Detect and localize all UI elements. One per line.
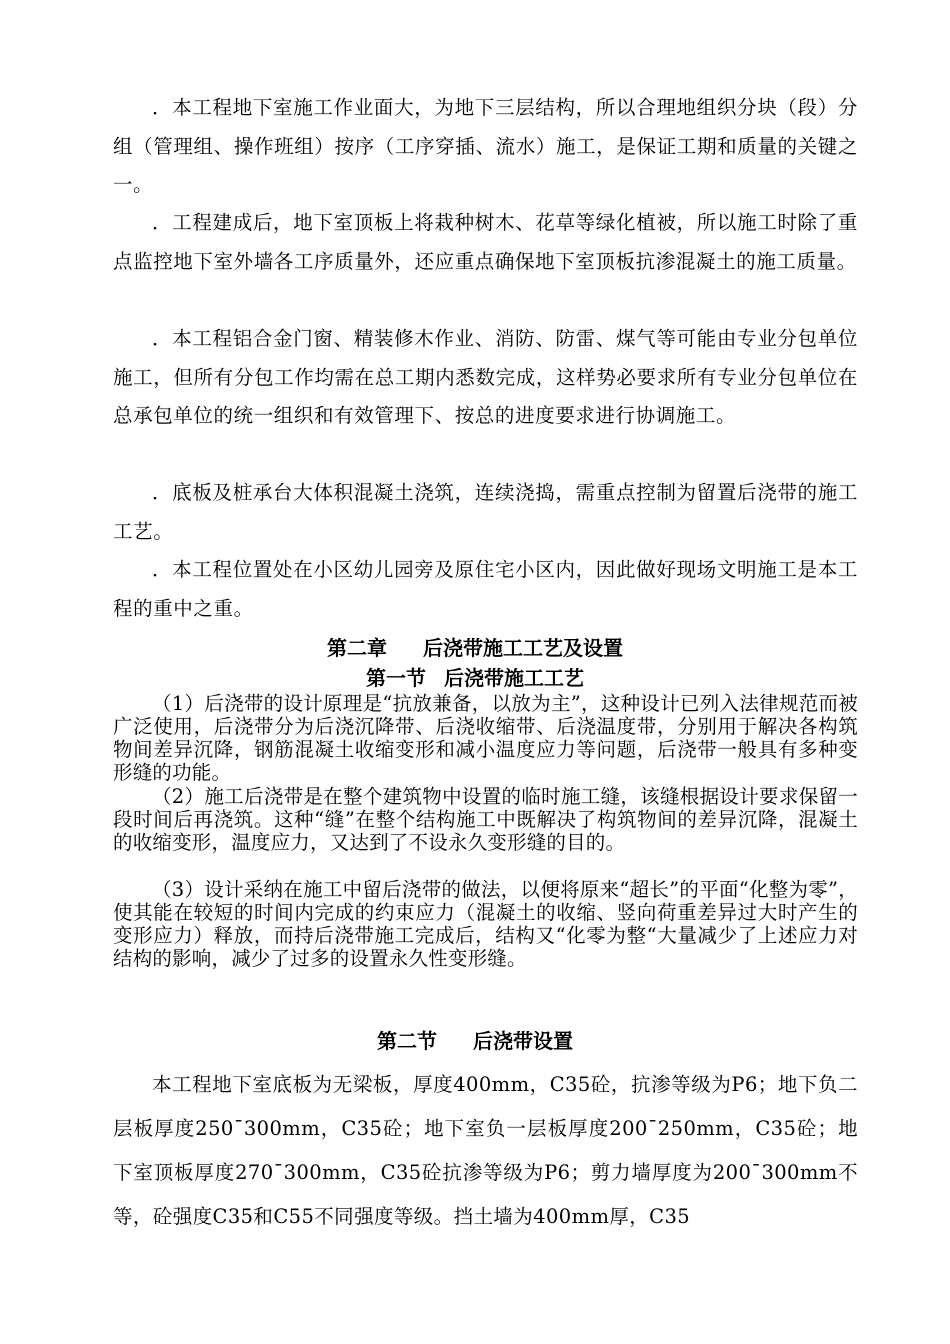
section-2-title: 后浇带设置 <box>473 1029 573 1053</box>
paragraph-slab-thickness: 本工程地下室底板为无梁板，厚度400mm，C35砼，抗渗等级为P6；地下负二层板厚度250¯300mm，C35砼；地下室负一层板厚度200¯250mm，C35砼；地下室顶板厚度270¯300mm，C35砼抗渗等级为P6；剪力墙厚度为200¯300mm不等，砼强度C35和C55不同强度等级。挡土墙为400mm厚，C35 <box>113 1073 858 1228</box>
section-heading-1 <box>0 665 950 691</box>
paragraph-mass-concrete: ．底板及桩承台大体积混凝土浇筑，连续浇捣，需重点控制为留置后浇带的施工工艺。 <box>113 481 858 543</box>
section-2-number: 第二节 <box>377 1029 437 1053</box>
chapter-heading <box>0 635 950 661</box>
paragraph-temporary-joint: （2）施工后浇带是在整个建筑物中设置的临时施工缝，该缝根据设计要求保留一段时间后再浇筑。这种“缝”在整个结构施工中既解决了构筑物间的差异沉降，混凝土的收缩变形，温度应力，又达到了不设永久变形缝的目的。 <box>113 785 858 854</box>
paragraph-subcontractors: ．本工程铝合金门窗、精装修木作业、消防、防雷、煤气等可能由专业分包单位施工，但所有分包工作均需在总工期内悉数完成，这样势必要求所有专业分包单位在总承包单位的统一组织和有效管理下、按总的进度要求进行协调施工。 <box>113 327 858 428</box>
paragraph-roof-greening: ．工程建成后，地下室顶板上将栽种树木、花草等绿化植被，所以施工时除了重点监控地下室外墙各工序质量外，还应重点确保地下室顶板抗渗混凝土的施工质量。 <box>113 211 858 273</box>
section-1-number: 第一节 <box>366 666 426 690</box>
section-heading-2 <box>0 1027 950 1055</box>
section-1-title: 后浇带施工工艺 <box>444 666 584 690</box>
paragraph-basement-work-surface: ．本工程地下室施工作业面大，为地下三层结构，所以合理地组织分块（段）分组（管理组、操作班组）按序（工序穿插、流水）施工，是保证工期和质量的关键之一。 <box>113 96 858 197</box>
chapter-title: 后浇带施工工艺及设置 <box>423 636 623 660</box>
chapter-number: 第二章 <box>327 636 387 660</box>
paragraph-stress-release: （3）设计采纳在施工中留后浇带的做法，以便将原来“超长”的平面“化整为零”，使其能在较短的时间内完成的约束应力（混凝土的收缩、竖向荷重差异过大时产生的变形应力）释放，而持后浇带施工完成后，结构又“化零为整“大量减少了上述应力对结构的影响，减少了过多的设置永久性变形缝。 <box>113 878 858 970</box>
paragraph-design-principle: （1）后浇带的设计原理是“抗放兼备，以放为主”，这种设计已列入法律规范而被广泛使用，后浇带分为后浇沉降带、后浇收缩带、后浇温度带，分别用于解决各构筑物间差异沉降，钢筋混凝土收缩变形和减小温度应力等问题，后浇带一般具有多种变形缝的功能。 <box>113 692 858 784</box>
paragraph-civilized-construction: ．本工程位置处在小区幼儿园旁及原住宅小区内，因此做好现场文明施工是本工程的重中之重。 <box>113 558 858 620</box>
